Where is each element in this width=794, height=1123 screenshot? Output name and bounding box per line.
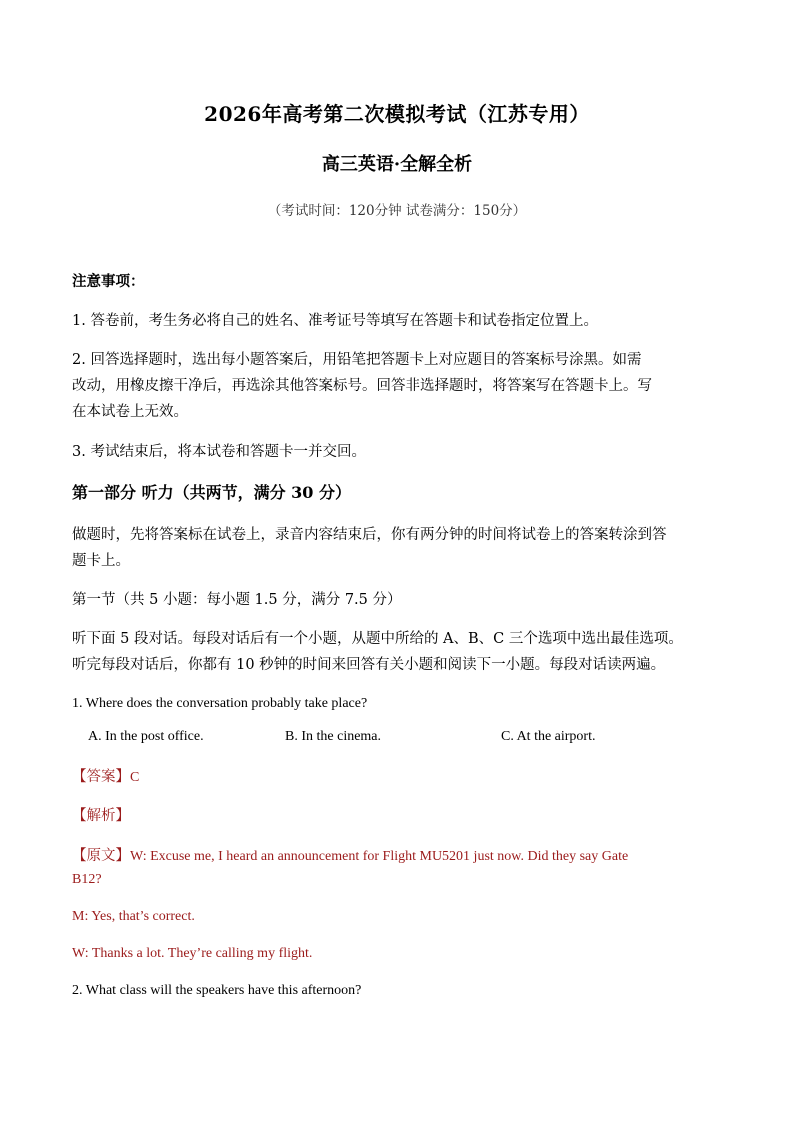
answer-value: C bbox=[130, 770, 140, 785]
section1-heading: 第一节（共 5 小题：每小题 1.5 分，满分 7.5 分） bbox=[72, 592, 402, 608]
notice-heading: 注意事项： bbox=[72, 273, 145, 290]
q1-option-a: A. In the post office. bbox=[88, 729, 204, 744]
part1-intro-line-2: 题卡上。 bbox=[72, 553, 130, 569]
q1-answer bbox=[72, 765, 732, 790]
q1-transcript-line-1 bbox=[72, 844, 732, 869]
q1-option-b: B. In the cinema. bbox=[285, 729, 382, 744]
part1-heading: 第一部分 听力（共两节，满分 30 分） bbox=[72, 483, 351, 502]
notice-item-2-line-1: 2. 回答选择题时，选出每小题答案后，用铅笔把答题卡上对应题目的答案标号涂黑。如需 bbox=[72, 352, 642, 368]
section1-desc-line-1: 听下面 5 段对话。每段对话后有一个小题，从题中所给的 A、B、C 三个选项中选出最佳选项。 bbox=[72, 631, 683, 647]
q1-option-c: C. At the airport. bbox=[501, 729, 596, 744]
transcript-label: 【原文】 bbox=[72, 848, 130, 864]
notice-item-1: 1. 答卷前，考生务必将自己的姓名、准考证号等填写在答题卡和试卷指定位置上。 bbox=[72, 313, 598, 329]
answer-label: 【答案】 bbox=[72, 769, 130, 785]
question-2: 2. What class will the speakers have this afternoon? bbox=[72, 983, 362, 998]
page-subtitle: 高三英语·全解全析 bbox=[321, 154, 473, 175]
page-title: 2026年高考第二次模拟考试（江苏专用） bbox=[204, 102, 590, 126]
q1-analysis-label: 【解析】 bbox=[72, 808, 130, 824]
q1-transcript-line-3: M: Yes, that’s correct. bbox=[72, 909, 195, 924]
exam-info: （考试时间：120分钟 试卷满分：150分） bbox=[267, 203, 527, 219]
part1-intro-line-1: 做题时，先将答案标在试卷上，录音内容结束后，你有两分钟的时间将试卷上的答案转涂到答 bbox=[72, 527, 667, 543]
notice-item-2-line-3: 在本试卷上无效。 bbox=[72, 404, 188, 420]
question-1: 1. Where does the conversation probably take place? bbox=[72, 696, 368, 711]
q1-transcript-line-4: W: Thanks a lot. They’re calling my flight. bbox=[72, 946, 313, 961]
q1-transcript-line-2: B12? bbox=[72, 872, 102, 887]
transcript-text-1: W: Excuse me, I heard an announcement for Flight MU5201 just now. Did they say Gate bbox=[130, 849, 629, 864]
section1-desc-line-2: 听完每段对话后，你都有 10 秒钟的时间来回答有关小题和阅读下一小题。每段对话读两遍。 bbox=[72, 657, 666, 673]
notice-item-2-line-2: 改动，用橡皮擦干净后，再选涂其他答案标号。回答非选择题时，将答案写在答题卡上。写 bbox=[72, 378, 652, 394]
notice-item-3: 3. 考试结束后，将本试卷和答题卡一并交回。 bbox=[72, 444, 366, 460]
